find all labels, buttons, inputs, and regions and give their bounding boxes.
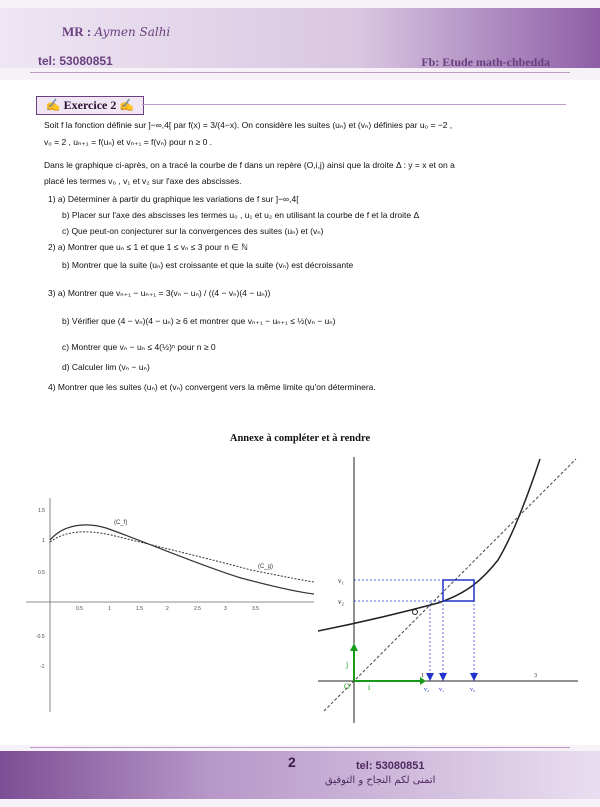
x-tick-label: 2: [166, 606, 169, 612]
header-divider: [30, 72, 570, 73]
label-j: j: [346, 660, 349, 669]
label-v1: v₁: [338, 577, 344, 585]
mark-v1: v₁: [439, 687, 445, 693]
x-tick-label: 1.5: [136, 606, 143, 612]
axis-arrows: [426, 673, 478, 681]
exercise-line: c) Que peut-on conjecturer sur la convergences des suites (uₙ) et (vₙ): [62, 226, 324, 236]
cobweb-path: [443, 580, 474, 601]
y-tick-label: 1.5: [38, 508, 45, 514]
x-tick-label: 3.5: [252, 606, 259, 612]
exercise-line: 2) a) Montrer que uₙ ≤ 1 et que 1 ≤ vₙ ≤ 3 pour n ∈ ℕ: [48, 242, 248, 252]
label-i: i: [368, 683, 371, 692]
arrow-v1: [439, 673, 447, 681]
exercise-line: b) Montrer que la suite (uₙ) est croissante et que la suite (vₙ) est décroissante: [62, 260, 354, 270]
fixed-point: [413, 610, 418, 615]
page-footer: [0, 745, 600, 807]
arrow-v2: [426, 673, 434, 681]
exercise-title: ✍ Exercice 2 ✍: [36, 96, 144, 115]
curve-f: [318, 459, 540, 631]
graph-right: [318, 455, 580, 725]
header-author: [62, 24, 170, 40]
curve-label-cf: (C_f): [114, 520, 128, 526]
exercise-line: Dans le graphique ci-après, on a tracé la courbe de f dans un repère (O,i,j) ainsi que la droite Δ : y = x et on a: [44, 160, 455, 170]
exercise-line: c) Montrer que vₙ − uₙ ≤ 4(½)ⁿ pour n ≥ 0: [62, 342, 216, 352]
author-name: Aymen Salhi: [94, 25, 171, 39]
mr-label: MR :: [62, 24, 92, 39]
vector-j-arrow: [350, 643, 358, 651]
label-three: 3: [534, 673, 537, 679]
exercise-line: d) Calculer lim (vₙ − uₙ): [62, 362, 150, 372]
exercise-line: v₀ = 2 , uₙ₊₁ = f(uₙ) et vₙ₊₁ = f(vₙ) pour n ≥ 0 .: [44, 137, 213, 147]
exercise-divider: [142, 104, 566, 105]
label-origin: O: [344, 682, 350, 691]
y-tick-label: -1: [40, 664, 45, 670]
exercise-line: 3) a) Montrer que vₙ₊₁ − uₙ₊₁ = 3(vₙ − uₙ) / ((4 − vₙ)(4 − uₙ)): [48, 288, 271, 298]
y-tick-label: 0.5: [38, 570, 45, 576]
x-tick-label: 0.5: [76, 606, 83, 612]
mark-v2: v₂: [424, 687, 430, 693]
header-fb: Fb: Etude math-chbedda: [421, 55, 550, 69]
exercise-line: 1) a) Déterminer à partir du graphique les variations de f sur ]−∞,4[: [48, 194, 299, 204]
page-number: 2: [288, 754, 296, 770]
footer-band: [0, 751, 600, 799]
exercise-line: b) Placer sur l'axe des abscisses les termes u₀ , u₁ et u₂ en utilisant la courbe de f et la droite Δ: [62, 210, 420, 220]
exercise-line: placé les termes v₀ , v₁ et v₂ sur l'axe des abscisses.: [44, 176, 242, 186]
x-tick-label: 2.5: [194, 606, 201, 612]
exercise-title-text: Exercice 2: [63, 98, 117, 112]
x-tick-label: 1: [108, 606, 111, 612]
label-v2: v₂: [338, 598, 344, 606]
label-one: 1: [421, 673, 424, 679]
curve-cf: [50, 525, 314, 594]
y-tick-label: -0.5: [36, 634, 45, 640]
arrow-v0: [470, 673, 478, 681]
line-delta: [324, 459, 576, 711]
y-tick-label: 1: [42, 538, 45, 544]
exercise-line: b) Vérifier que (4 − vₙ)(4 − uₙ) ≥ 6 et montrer que vₙ₊₁ − uₙ₊₁ ≤ ½(vₙ − uₙ): [62, 316, 336, 326]
x-tick-label: 3: [224, 606, 227, 612]
page-header: [0, 0, 600, 80]
footer-divider: [30, 747, 570, 748]
footer-wish: اتمنى لكم النجاح و التوفيق: [325, 775, 436, 786]
graph-left: [26, 490, 316, 720]
footer-tel: tel: 53080851: [356, 760, 425, 772]
curve-label-cg: (C_g): [258, 564, 274, 570]
annex-title: Annexe à compléter et à rendre: [229, 433, 371, 444]
header-tel: tel: 53080851: [38, 54, 113, 68]
mark-v0: v₀: [470, 687, 476, 693]
exercise-line: Soit f la fonction définie sur ]−∞,4[ par f(x) = 3/(4−x). On considère les suites (uₙ) et (vₙ) définies par u₀ = −2 ,: [44, 120, 453, 130]
exercise-line: 4) Montrer que les suites (uₙ) et (vₙ) convergent vers la même limite qu'on déterminera.: [48, 382, 376, 392]
